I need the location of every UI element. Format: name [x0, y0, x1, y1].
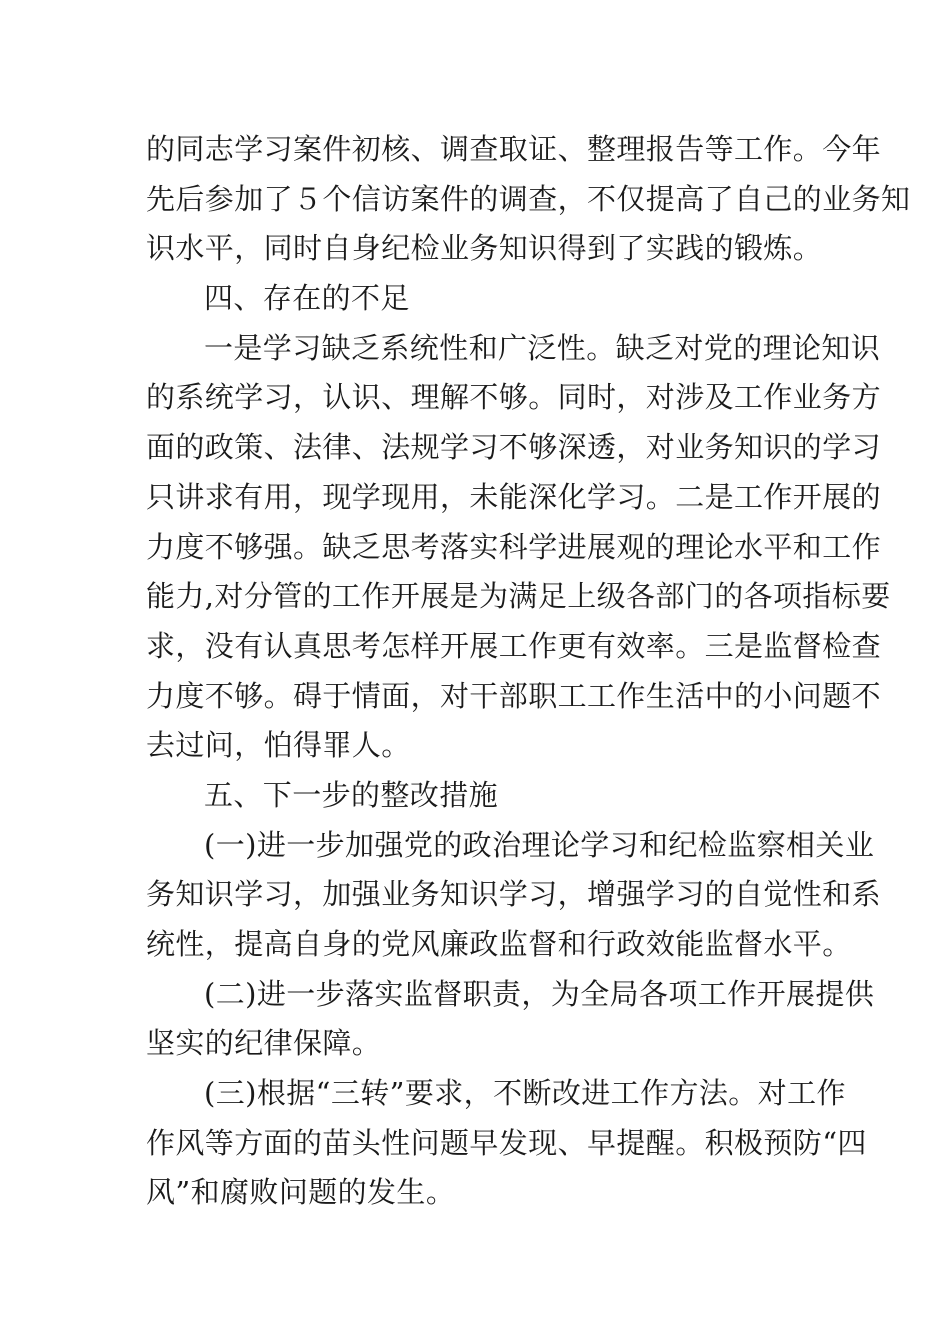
- text-line: (二)进一步落实监督职责，为全局各项工作开展提供: [204, 976, 875, 1011]
- section-heading: 四、存在的不足: [204, 281, 410, 316]
- text-line: 识水平，同时自身纪检业务知识得到了实践的锻炼。: [146, 231, 823, 266]
- text-line: 的同志学习案件初核、调查取证、整理报告等工作。今年: [146, 132, 882, 166]
- text-line: 风”和腐败问题的发生。: [146, 1175, 456, 1210]
- section-heading: 五、下一步的整改措施: [204, 777, 499, 812]
- text-line: (一)进一步加强党的政治理论学习和纪检监察相关业: [204, 827, 875, 862]
- text-line: 求，没有认真思考怎样开展工作更有效率。三是监督检查: [146, 628, 882, 663]
- text-line: 先后参加了５个信访案件的调查，不仅提高了自己的业务知: [146, 181, 911, 216]
- text-line: 的系统学习，认识、理解不够。同时，对涉及工作业务方: [146, 380, 882, 415]
- text-line: 坚实的纪律保障。: [146, 1026, 382, 1061]
- text-line: 力度不够强。缺乏思考落实科学进展观的理论水平和工作: [146, 529, 882, 564]
- document-body: [146, 125, 911, 1218]
- text-line: 只讲求有用，现学现用，未能深化学习。二是工作开展的: [146, 479, 882, 514]
- text-line: 一是学习缺乏系统性和广泛性。缺乏对党的理论知识: [204, 330, 881, 365]
- text-line: 务知识学习，加强业务知识学习，增强学习的自觉性和系: [146, 877, 882, 912]
- text-line: 面的政策、法律、法规学习不够深透，对业务知识的学习: [146, 430, 882, 465]
- text-line: 作风等方面的苗头性问题早发现、早提醒。积极预防“四: [146, 1125, 867, 1160]
- text-line: 统性，提高自身的党风廉政监督和行政效能监督水平。: [146, 927, 852, 961]
- text-line: 去过问，怕得罪人。: [146, 728, 411, 763]
- text-line: 能力,对分管的工作开展是为满足上级各部门的各项指标要: [146, 579, 891, 614]
- text-line: (三)根据“三转”要求，不断改进工作方法。对工作: [204, 1076, 846, 1111]
- text-line: 力度不够。碍于情面，对干部职工工作生活中的小问题不: [146, 678, 882, 713]
